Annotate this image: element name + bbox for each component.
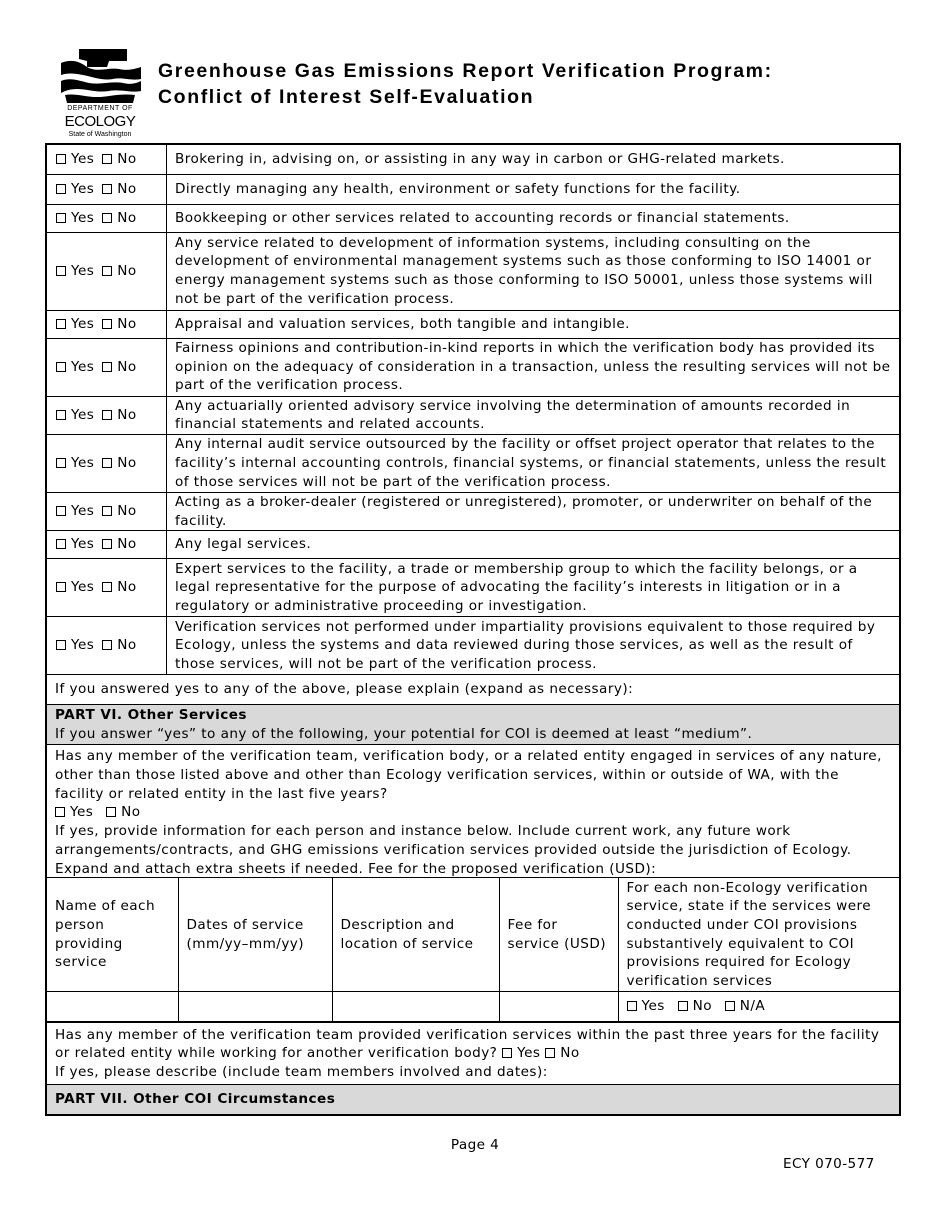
question-text: Fairness opinions and contribution-in-kind reports in which the verification body has provided its opinion on the adequacy of consideration in a transaction, unless the resulting services will not be part of the verification process. xyxy=(167,338,901,396)
part6-no-checkbox[interactable]: No xyxy=(106,804,140,820)
q2-no-checkbox[interactable]: No xyxy=(545,1045,579,1061)
yes-checkbox[interactable]: Yes xyxy=(56,579,94,595)
entry-name-cell[interactable] xyxy=(47,992,178,1022)
part6-body xyxy=(46,745,900,1023)
yes-checkbox[interactable]: Yes xyxy=(56,359,94,375)
part7-heading: PART VII. Other COI Circumstances xyxy=(46,1085,900,1115)
checkbox-icon xyxy=(102,410,112,420)
part6-heading: PART VI. Other Services xyxy=(55,707,247,724)
entry-yes-checkbox[interactable]: Yes xyxy=(627,998,665,1014)
question-text: Bookkeeping or other services related to accounting records or financial statements. xyxy=(167,204,901,232)
no-checkbox[interactable]: No xyxy=(102,210,136,226)
title-line-1: Greenhouse Gas Emissions Report Verification Program: xyxy=(158,60,773,82)
question-row xyxy=(46,174,900,204)
checkbox-icon xyxy=(502,1048,512,1058)
q2-yes-checkbox[interactable]: Yes xyxy=(502,1045,540,1061)
checkbox-icon xyxy=(56,458,66,468)
verification-history-row xyxy=(46,1023,900,1085)
part6-header xyxy=(46,705,900,745)
checkbox-icon xyxy=(678,1001,688,1011)
checkbox-icon xyxy=(102,640,112,650)
no-checkbox[interactable]: No xyxy=(102,503,136,519)
yes-no-cell xyxy=(46,396,167,434)
question-row xyxy=(46,396,900,434)
part6-instructions: If yes, provide information for each person and instance below. Include current work, any future work arrangements/contracts, and GHG emissions verification services provided outside the jurisdiction of Ecology. Expand and attach extra sheets if needed. Fee for the proposed verification (USD): xyxy=(55,823,852,877)
yes-checkbox[interactable]: Yes xyxy=(56,536,94,552)
question-text: Verification services not performed under impartiality provisions equivalent to those required by Ecology, unless the systems and data reviewed during those services, as well as the result of those services, will not be part of the verification process. xyxy=(167,617,901,675)
col-name-header: Name of each person providing service xyxy=(47,878,178,992)
part6-subheading: If you answer “yes” to any of the following, your potential for COI is deemed at least “medium”. xyxy=(55,725,753,742)
question-text: Directly managing any health, environment or safety functions for the facility. xyxy=(167,174,901,204)
checkbox-icon xyxy=(55,807,65,817)
checkbox-icon xyxy=(56,539,66,549)
explain-row[interactable]: If you answered yes to any of the above, please explain (expand as necessary): xyxy=(46,675,900,705)
checkbox-icon xyxy=(56,582,66,592)
ecology-logo-mark xyxy=(57,47,143,105)
question-row xyxy=(46,310,900,338)
yes-checkbox[interactable]: Yes xyxy=(56,503,94,519)
checkbox-icon xyxy=(56,184,66,194)
entry-na-checkbox[interactable]: N/A xyxy=(725,998,765,1014)
question-row xyxy=(46,492,900,530)
title-line-2: Conflict of Interest Self-Evaluation xyxy=(158,86,535,108)
col-dates-header: Dates of service (mm/yy–mm/yy) xyxy=(178,878,332,992)
yes-no-cell xyxy=(46,434,167,492)
no-checkbox[interactable]: No xyxy=(102,316,136,332)
yes-no-cell xyxy=(46,559,167,617)
question-text: Any service related to development of information systems, including consulting on the development of environmental management systems such as those conforming to ISO 14001 or energy management systems such as those conforming to ISO 50001, unless those systems will not be part of the verification process. xyxy=(167,232,901,310)
question-text: Brokering in, advising on, or assisting in any way in carbon or GHG-related markets. xyxy=(167,144,901,174)
yes-no-cell xyxy=(46,174,167,204)
yes-checkbox[interactable]: Yes xyxy=(56,263,94,279)
yes-no-cell xyxy=(46,531,167,559)
services-header-row xyxy=(47,878,899,992)
yes-checkbox[interactable]: Yes xyxy=(56,407,94,423)
yes-no-cell xyxy=(46,338,167,396)
logo-state-text: State of Washington xyxy=(68,131,132,138)
checkbox-icon xyxy=(56,410,66,420)
checkbox-icon xyxy=(102,539,112,549)
col-description-header: Description and location of service xyxy=(332,878,499,992)
describe-text: If yes, please describe (include team members involved and dates): xyxy=(55,1064,548,1081)
form-code: ECY 070-577 xyxy=(783,1156,875,1172)
no-checkbox[interactable]: No xyxy=(102,637,136,653)
checkbox-icon xyxy=(102,319,112,329)
question-row xyxy=(46,144,900,174)
question-row xyxy=(46,531,900,559)
checkbox-icon xyxy=(102,506,112,516)
yes-no-cell xyxy=(46,617,167,675)
services-table xyxy=(47,877,899,1022)
entry-fee-cell[interactable] xyxy=(499,992,618,1022)
col-fee-header: Fee for service (USD) xyxy=(499,878,618,992)
question2-text: Has any member of the verification team provided verification services within the past three years for the facility or related entity while working for another verification body? xyxy=(55,1026,880,1062)
no-checkbox[interactable]: No xyxy=(102,536,136,552)
page-title xyxy=(158,58,773,110)
yes-no-cell xyxy=(46,310,167,338)
coi-form-table xyxy=(45,143,901,1116)
no-checkbox[interactable]: No xyxy=(102,407,136,423)
question-row xyxy=(46,434,900,492)
no-checkbox[interactable]: No xyxy=(102,359,136,375)
no-checkbox[interactable]: No xyxy=(102,455,136,471)
question-row xyxy=(46,559,900,617)
checkbox-icon xyxy=(102,154,112,164)
part6-yes-no xyxy=(55,803,891,822)
yes-checkbox[interactable]: Yes xyxy=(56,455,94,471)
checkbox-icon xyxy=(106,807,116,817)
services-entry-row xyxy=(47,992,899,1022)
logo-ecology-text: ECOLOGY xyxy=(64,113,136,130)
entry-description-cell[interactable] xyxy=(332,992,499,1022)
col-coi-provisions-header: For each non-Ecology verification service, state if the services were conducted under COI provisions substantively equivalent to COI provisions required for Ecology verification services xyxy=(618,878,899,992)
yes-checkbox[interactable]: Yes xyxy=(56,181,94,197)
entry-dates-cell[interactable] xyxy=(178,992,332,1022)
checkbox-icon xyxy=(627,1001,637,1011)
checkbox-icon xyxy=(56,266,66,276)
logo-department-text: DEPARTMENT OF xyxy=(67,105,133,112)
checkbox-icon xyxy=(545,1048,555,1058)
question-row xyxy=(46,232,900,310)
entry-no-checkbox[interactable]: No xyxy=(678,998,712,1014)
checkbox-icon xyxy=(56,213,66,223)
part6-yes-checkbox[interactable]: Yes xyxy=(55,804,93,820)
question-text: Appraisal and valuation services, both tangible and intangible. xyxy=(167,310,901,338)
checkbox-icon xyxy=(56,640,66,650)
checkbox-icon xyxy=(725,1001,735,1011)
question-text: Any internal audit service outsourced by the facility or offset project operator that relates to the facility’s internal accounting controls, financial systems, or financial statements, unless the result of those services will not be part of the verification process. xyxy=(167,434,901,492)
question-text: Any legal services. xyxy=(167,531,901,559)
checkbox-icon xyxy=(56,154,66,164)
checkbox-icon xyxy=(102,213,112,223)
yes-no-cell xyxy=(46,204,167,232)
question-row xyxy=(46,204,900,232)
checkbox-icon xyxy=(102,362,112,372)
question-text: Any actuarially oriented advisory service involving the determination of amounts recorded in financial statements and related accounts. xyxy=(167,396,901,434)
no-checkbox[interactable]: No xyxy=(102,579,136,595)
yes-no-cell xyxy=(46,232,167,310)
yes-checkbox[interactable]: Yes xyxy=(56,210,94,226)
yes-checkbox[interactable]: Yes xyxy=(56,637,94,653)
checkbox-icon xyxy=(102,184,112,194)
question-row xyxy=(46,617,900,675)
part6-question: Has any member of the verification team, verification body, or a related entity engaged in services of any nature, other than those listed above and other than Ecology verification services, within or outside of WA, with the facility or related entity in the last five years? xyxy=(55,748,882,802)
no-checkbox[interactable]: No xyxy=(102,181,136,197)
question-text: Expert services to the facility, a trade or membership group to which the facility belongs, or a legal representative for the purpose of advocating the facility’s interests in litigation or in a regulatory or administrative proceeding or investigation. xyxy=(167,559,901,617)
ecology-logo xyxy=(57,47,143,142)
yes-checkbox[interactable]: Yes xyxy=(56,316,94,332)
no-checkbox[interactable]: No xyxy=(102,151,136,167)
checkbox-icon xyxy=(56,506,66,516)
question-text: Acting as a broker-dealer (registered or unregistered), promoter, or underwriter on behalf of the facility. xyxy=(167,492,901,530)
question-row xyxy=(46,338,900,396)
page-number: Page 4 xyxy=(450,1137,500,1153)
checkbox-icon xyxy=(102,266,112,276)
yes-no-cell xyxy=(46,144,167,174)
yes-checkbox[interactable]: Yes xyxy=(56,151,94,167)
yes-no-cell xyxy=(46,492,167,530)
checkbox-icon xyxy=(56,319,66,329)
entry-coi-cell xyxy=(618,992,899,1022)
checkbox-icon xyxy=(56,362,66,372)
checkbox-icon xyxy=(102,582,112,592)
checkbox-icon xyxy=(102,458,112,468)
no-checkbox[interactable]: No xyxy=(102,263,136,279)
